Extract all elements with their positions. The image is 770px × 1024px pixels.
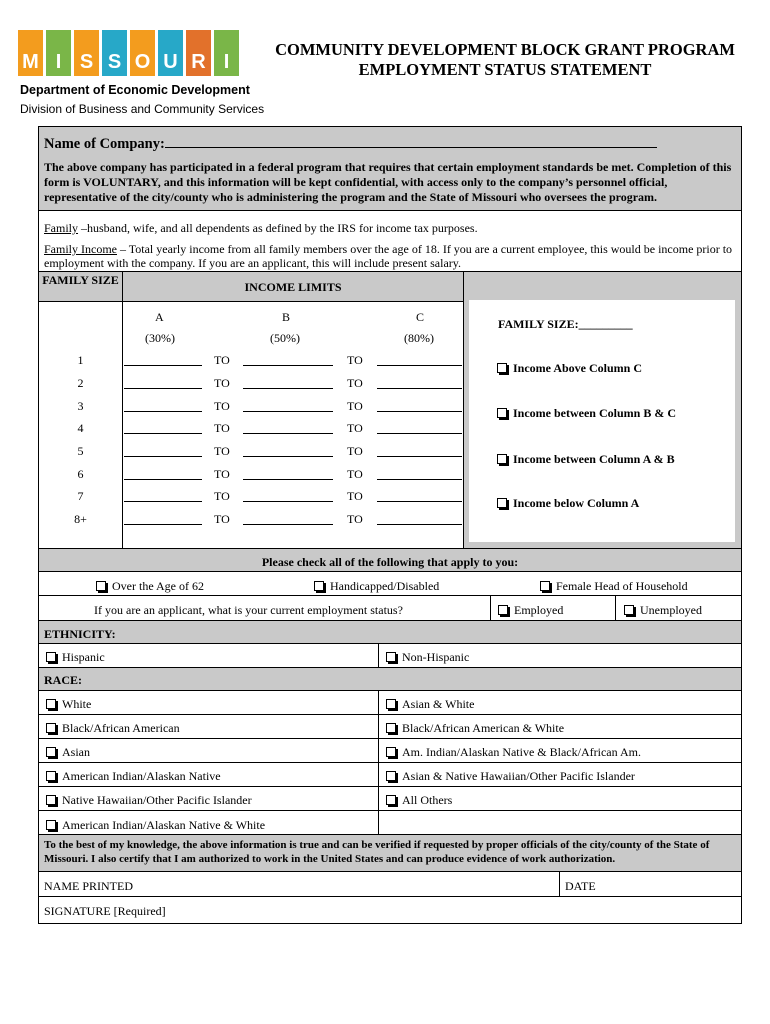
family-size-row-label: 6: [77, 467, 84, 481]
to-label: TO: [347, 376, 363, 390]
option-income-below-a[interactable]: Income below Column A: [497, 496, 639, 511]
title-line-1: COMMUNITY DEVELOPMENT BLOCK GRANT PROGRAM: [275, 40, 735, 59]
checkbox-icon[interactable]: [386, 652, 396, 662]
company-label: Name of Company:: [44, 136, 657, 153]
logo-letter: S: [79, 51, 94, 73]
family-size-row-label: 5: [77, 444, 84, 458]
checkbox-icon[interactable]: [386, 699, 396, 709]
logo-letter: S: [107, 51, 122, 73]
family-size-row-label: 3: [77, 399, 84, 413]
unemployed-option[interactable]: Unemployed: [624, 603, 702, 618]
checkbox-icon[interactable]: [540, 581, 550, 591]
column-c-blank[interactable]: [377, 365, 462, 366]
to-label: TO: [214, 467, 230, 481]
checkbox-icon[interactable]: [46, 795, 56, 805]
column-c-blank[interactable]: [377, 479, 462, 480]
family-size-row-label: 2: [77, 376, 84, 390]
column-a-blank[interactable]: [124, 411, 202, 412]
column-a-blank[interactable]: [124, 388, 202, 389]
handicapped-option[interactable]: Handicapped/Disabled: [314, 579, 439, 594]
to-label: TO: [347, 399, 363, 413]
race-option[interactable]: Black/African American: [46, 721, 180, 736]
checkbox-icon[interactable]: [624, 605, 634, 615]
checkbox-icon[interactable]: [497, 498, 507, 508]
logo-letter: I: [223, 51, 230, 73]
checkbox-icon[interactable]: [386, 723, 396, 733]
missouri-logo: [18, 30, 246, 76]
logo-letter: O: [134, 51, 151, 73]
checkbox-icon[interactable]: [96, 581, 106, 591]
column-a-blank[interactable]: [124, 433, 202, 434]
checkbox-icon[interactable]: [314, 581, 324, 591]
column-b-blank[interactable]: [243, 433, 333, 434]
to-label: TO: [214, 399, 230, 413]
column-b-blank[interactable]: [243, 479, 333, 480]
ethnicity-header: ETHNICITY:: [44, 627, 116, 641]
family-size-field[interactable]: FAMILY SIZE:_________: [498, 317, 633, 331]
race-option[interactable]: Asian: [46, 745, 90, 760]
option-income-b-c[interactable]: Income between Column B & C: [497, 406, 676, 421]
employed-option[interactable]: Employed: [498, 603, 563, 618]
column-c-blank[interactable]: [377, 456, 462, 457]
race-option[interactable]: Asian & White: [386, 697, 474, 712]
column-a-blank[interactable]: [124, 524, 202, 525]
race-option[interactable]: Am. Indian/Alaskan Native & Black/African Am.: [386, 745, 641, 760]
signature-label: SIGNATURE [Required]: [44, 904, 166, 918]
name-printed-label: NAME PRINTED: [44, 879, 133, 893]
to-label: TO: [214, 376, 230, 390]
column-a-blank[interactable]: [124, 365, 202, 366]
checkbox-icon[interactable]: [497, 408, 507, 418]
logo-letter-tile: [130, 30, 155, 76]
certification-text: To the best of my knowledge, the above information is true and can be verified if requested by proper officials of the city/county of the State of Missouri. I also certify that I am authorized to work in the United States and can produce evidence of work authorization.: [44, 839, 710, 865]
family-definition: Family –husband, wife, and all dependents as defined by the IRS for income tax purposes.: [44, 221, 478, 235]
column-b-blank[interactable]: [243, 388, 333, 389]
column-b-blank[interactable]: [243, 365, 333, 366]
logo-letter: U: [163, 51, 178, 73]
race-option[interactable]: American Indian/Alaskan Native & White: [46, 818, 265, 833]
form-title: [250, 40, 760, 80]
to-label: TO: [347, 512, 363, 526]
to-label: TO: [347, 489, 363, 503]
column-b-percent: (50%): [270, 331, 300, 345]
column-a-label: A: [155, 310, 164, 324]
checkbox-icon[interactable]: [46, 652, 56, 662]
checkbox-icon[interactable]: [386, 747, 396, 757]
hispanic-option[interactable]: Hispanic: [46, 650, 105, 665]
logo-letter: R: [191, 51, 206, 73]
to-label: TO: [214, 444, 230, 458]
race-option[interactable]: American Indian/Alaskan Native: [46, 769, 221, 784]
family-size-row-label: 8+: [74, 512, 87, 526]
family-income-definition: Family Income – Total yearly income from all family members over the age of 18. If you are a current employee, this would be income prior to employment with the company. If you are an applicant, this will include present salary.: [44, 242, 733, 270]
date-label: DATE: [565, 879, 596, 893]
family-size-header: FAMILY SIZE: [42, 273, 119, 287]
logo-letter: I: [55, 51, 62, 73]
column-c-blank[interactable]: [377, 501, 462, 502]
to-label: TO: [347, 353, 363, 367]
column-b-blank[interactable]: [243, 524, 333, 525]
logo-letter-tile: [214, 30, 239, 76]
logo-letter-tile: [158, 30, 183, 76]
logo-letter-tile: [102, 30, 127, 76]
column-a-blank[interactable]: [124, 479, 202, 480]
to-label: TO: [214, 512, 230, 526]
income-limits-header: INCOME LIMITS: [244, 280, 342, 294]
employment-status-question: If you are an applicant, what is your current employment status?: [94, 603, 403, 617]
column-b-blank[interactable]: [243, 501, 333, 502]
column-c-blank[interactable]: [377, 433, 462, 434]
column-a-blank[interactable]: [124, 501, 202, 502]
checkbox-icon[interactable]: [46, 699, 56, 709]
to-label: TO: [347, 421, 363, 435]
option-income-a-b[interactable]: Income between Column A & B: [497, 452, 675, 467]
to-label: TO: [214, 353, 230, 367]
race-option[interactable]: All Others: [386, 793, 452, 808]
option-income-above-c[interactable]: Income Above Column C: [497, 361, 642, 376]
to-label: TO: [347, 467, 363, 481]
title-line-2: EMPLOYMENT STATUS STATEMENT: [358, 60, 652, 79]
division-name: Division of Business and Community Services: [20, 102, 265, 116]
family-size-row-label: 7: [77, 489, 84, 503]
to-label: TO: [214, 489, 230, 503]
family-size-row-label: 1: [77, 353, 84, 367]
logo-letter: M: [22, 51, 39, 73]
race-option[interactable]: Asian & Native Hawaiian/Other Pacific Islander: [386, 769, 635, 784]
column-c-blank[interactable]: [377, 388, 462, 389]
check-all-header: Please check all of the following that apply to you:: [261, 555, 519, 569]
checkbox-icon[interactable]: [46, 771, 56, 781]
checkbox-icon[interactable]: [386, 771, 396, 781]
column-a-percent: (30%): [145, 331, 175, 345]
logo-letter-tile: [18, 30, 43, 76]
column-b-label: B: [282, 310, 291, 324]
checkbox-icon[interactable]: [497, 363, 507, 373]
race-header: RACE:: [44, 673, 82, 687]
checkbox-icon[interactable]: [498, 605, 508, 615]
logo-letter-tile: [46, 30, 71, 76]
race-option[interactable]: Black/African American & White: [386, 721, 564, 736]
checkbox-icon[interactable]: [497, 454, 507, 464]
family-size-row-label: 4: [77, 421, 84, 435]
checkbox-icon[interactable]: [46, 820, 56, 830]
race-option[interactable]: Native Hawaiian/Other Pacific Islander: [46, 793, 252, 808]
column-c-label: C: [416, 310, 425, 324]
checkbox-icon[interactable]: [386, 795, 396, 805]
column-c-blank[interactable]: [377, 411, 462, 412]
race-option[interactable]: White: [46, 697, 91, 712]
over-62-option[interactable]: Over the Age of 62: [96, 579, 204, 594]
column-b-blank[interactable]: [243, 456, 333, 457]
to-label: TO: [214, 421, 230, 435]
intro-text: The above company has participated in a federal program that requires that certain employment standards be met. Completion of this form is VOLUNTARY, and this information will be kept confidential, with access only to the company’s personnel official, representative of the city/county who is administering the program and the State of Missouri who oversees the program.: [44, 160, 732, 204]
column-a-blank[interactable]: [124, 456, 202, 457]
logo-letter-tile: [186, 30, 211, 76]
to-label: TO: [347, 444, 363, 458]
female-head-option[interactable]: Female Head of Household: [540, 579, 688, 594]
checkbox-icon[interactable]: [46, 747, 56, 757]
checkbox-icon[interactable]: [46, 723, 56, 733]
department-name: Department of Economic Development: [20, 83, 250, 97]
non-hispanic-option[interactable]: Non-Hispanic: [386, 650, 469, 665]
column-b-blank[interactable]: [243, 411, 333, 412]
column-c-percent: (80%): [404, 331, 434, 345]
logo-letter-tile: [74, 30, 99, 76]
column-c-blank[interactable]: [377, 524, 462, 525]
